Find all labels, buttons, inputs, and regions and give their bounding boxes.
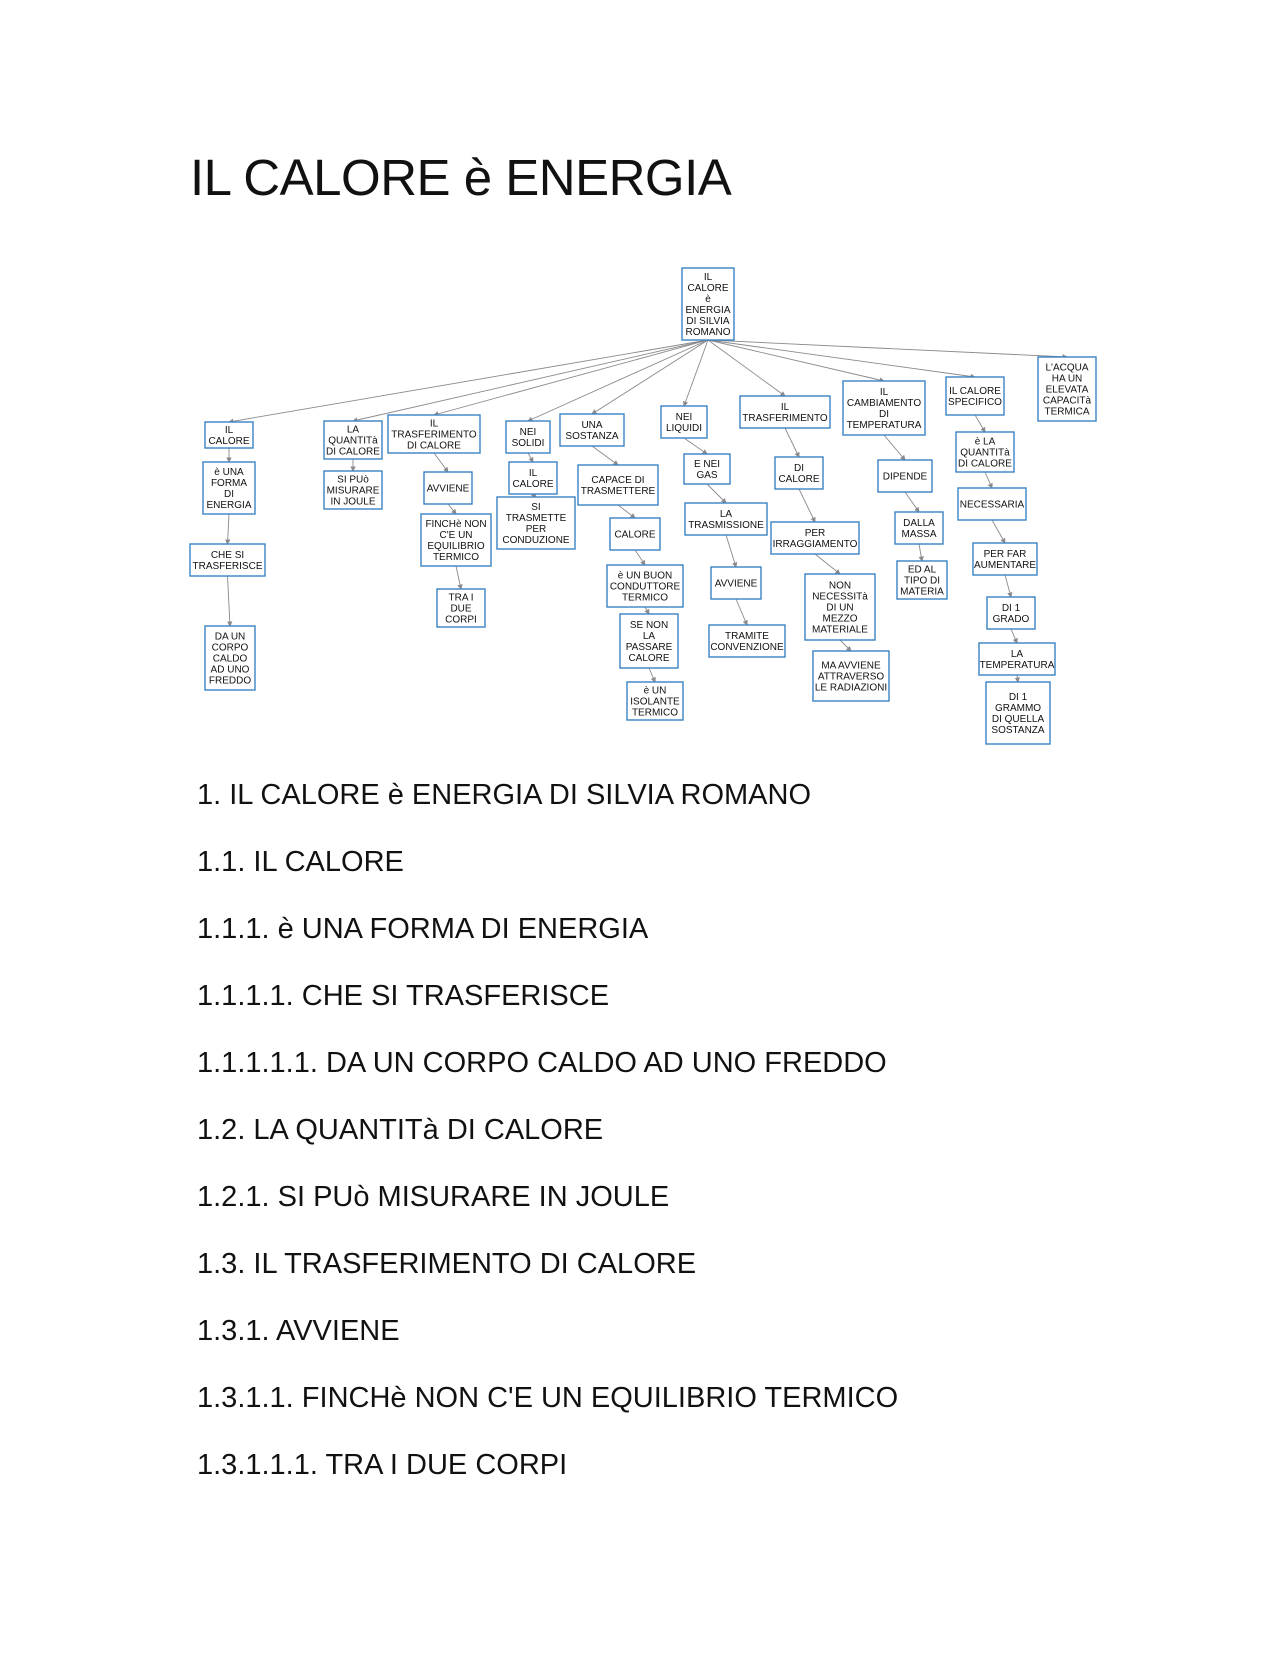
concept-node-label: ISOLANTE (630, 696, 680, 708)
concept-node-cambiamento (843, 381, 925, 435)
concept-node-label: MA AVVIENE (821, 660, 881, 672)
concept-node-label: NECESSARIA (959, 499, 1025, 511)
concept-node-il-calore-2 (509, 462, 557, 494)
concept-node-necessaria (958, 488, 1026, 520)
connector-arrow-calore-3-buon-conduttore (635, 550, 645, 565)
concept-node-label: MASSA (901, 529, 937, 540)
connector-arrow-root-trasferimento-calore (434, 340, 708, 415)
concept-node-che-si-trasferisce (190, 544, 265, 576)
concept-map (0, 0, 1280, 760)
concept-node-label: MATERIALE (812, 624, 868, 636)
concept-node-label: DI CALORE (407, 440, 461, 452)
concept-node-label: UNA (581, 420, 603, 431)
connector-arrow-irraggiamento-non-necessita (815, 554, 840, 574)
concept-node-label: IL (429, 418, 439, 430)
connector-arrow-la-temperatura-grammo (1017, 675, 1018, 682)
concept-node-label: LA (642, 631, 656, 642)
concept-node-label: GRAMMO (994, 703, 1042, 714)
connector-arrow-capace-calore-3 (618, 505, 635, 518)
concept-node-quantita-2 (956, 432, 1014, 472)
concept-node-label: TERMICO (631, 707, 679, 719)
connector-arrow-root-quantita (353, 340, 708, 421)
concept-node-label: QUANTITà (960, 447, 1010, 459)
outline-list (197, 778, 898, 1515)
concept-node-finche (421, 514, 491, 566)
concept-node-label: LA (719, 509, 733, 520)
concept-node-nei-gas (684, 454, 730, 484)
concept-node-se-non (620, 614, 678, 668)
concept-node-da-un-corpo (205, 626, 255, 690)
concept-node-label: AVVIENE (714, 578, 758, 590)
outline-item: 1.2. LA QUANTITà DI CALORE (197, 1114, 604, 1146)
concept-node-label: CORPO (211, 642, 249, 654)
concept-node-label: IL (879, 387, 889, 398)
concept-node-label: PASSARE (625, 642, 673, 653)
outline-item: 1. IL CALORE è ENERGIA DI SILVIA ROMANO (197, 779, 812, 811)
concept-node-label: CALORE (614, 529, 656, 541)
concept-node-forma-energia (203, 462, 255, 514)
concept-node-label: DI (879, 409, 889, 420)
concept-node-label: DUE (450, 603, 472, 615)
outline-item: 1.1.1.1.1. DA UN CORPO CALDO AD UNO FREDDO (197, 1047, 887, 1079)
concept-node-label: AVVIENE (426, 483, 470, 495)
concept-node-label: EQUILIBRIO (427, 541, 485, 552)
outline-item: 1.3.1.1.1. TRA I DUE CORPI (197, 1449, 568, 1481)
connector-arrow-per-far-di-1-grado (1005, 575, 1011, 597)
concept-node-isolante (627, 682, 683, 720)
concept-node-label: SI (531, 502, 541, 513)
connector-arrow-root-nei-liquidi (684, 340, 708, 406)
connector-arrow-root-il-calore (229, 340, 708, 422)
connector-arrow-quantita-2-necessaria (985, 472, 992, 488)
concept-node-label: PER (525, 524, 547, 535)
concept-node-label: IL (528, 468, 538, 479)
concept-node-dalla-massa (895, 512, 943, 544)
concept-node-label: CALORE (778, 474, 820, 485)
concept-node-buon-conduttore (607, 565, 683, 607)
concept-node-label: NEI (519, 427, 537, 438)
concept-node-label: LA (1010, 649, 1024, 660)
connector-arrow-root-sostanza (592, 340, 708, 414)
concept-node-label: NEI (675, 412, 693, 423)
concept-node-label: SOSTANZA (991, 725, 1045, 736)
concept-node-label: TEMPERATURA (979, 660, 1055, 671)
concept-node-di-calore (775, 457, 823, 489)
connector-arrow-nei-liquidi-nei-gas (684, 438, 707, 454)
concept-node-label: TEMPERATURA (846, 420, 922, 431)
concept-node-joule (324, 471, 382, 509)
concept-node-label: SPECIFICO (948, 397, 1002, 408)
connector-arrow-buon-conduttore-se-non (645, 607, 649, 614)
connector-arrow-avviene-1-finche (448, 504, 456, 514)
concept-node-label: QUANTITà (328, 435, 378, 447)
concept-node-di-1-grado (987, 597, 1035, 629)
connector-arrow-trasmissione-avviene-2 (726, 535, 736, 567)
concept-node-label: è UNA (214, 467, 244, 478)
concept-node-label: SOSTANZA (565, 431, 619, 442)
concept-node-tipo-materia (897, 561, 947, 599)
page-title: IL CALORE è ENERGIA (190, 149, 732, 206)
concept-node-label: DI QUELLA (991, 714, 1045, 725)
concept-node-non-necessita (805, 574, 875, 640)
connector-arrow-finche-tra-i-due (456, 566, 461, 589)
concept-node-label: TRASFERISCE (192, 561, 263, 572)
concept-node-label: MEZZO (822, 613, 858, 625)
concept-node-label: DA UN (214, 631, 246, 643)
concept-node-acqua (1038, 357, 1096, 421)
concept-node-label: CONDUZIONE (502, 535, 570, 546)
connector-arrow-avviene-2-convenzione (736, 599, 747, 625)
concept-node-label: DI (794, 463, 804, 474)
connector-arrow-di-1-grado-la-temperatura (1011, 629, 1017, 643)
concept-node-grammo (986, 682, 1050, 744)
connector-arrow-root-acqua (708, 340, 1067, 357)
connector-arrow-nei-solidi-il-calore-2 (528, 453, 533, 462)
concept-node-label: TRAMITE (725, 631, 769, 642)
concept-node-label: DI (224, 489, 234, 500)
concept-node-label: LE RADIAZIONI (814, 682, 888, 694)
concept-node-label: FINCHè NON (425, 519, 487, 530)
concept-node-label: AD UNO (210, 664, 250, 676)
concept-node-label: CALORE (208, 436, 250, 447)
concept-node-trasferimento-calore (388, 415, 480, 453)
connector-arrow-di-calore-irraggiamento (799, 489, 815, 522)
outline-item: 1.1. IL CALORE (197, 846, 404, 878)
concept-node-label: IL CALORE (949, 386, 1001, 397)
concept-node-label: TRA I (448, 592, 474, 604)
concept-node-label: CONDUTTORE (609, 581, 681, 593)
concept-node-label: FREDDO (208, 675, 252, 687)
concept-node-label: ED AL (907, 564, 937, 576)
concept-node-label: TRASFERIMENTO (742, 413, 828, 424)
concept-node-label: PER (804, 528, 826, 539)
concept-node-label: TRASMETTE (505, 513, 567, 524)
concept-node-label: L'ACQUA (1045, 362, 1089, 374)
concept-node-nei-solidi (506, 421, 550, 453)
concept-node-label: IRRAGGIAMENTO (772, 539, 858, 550)
concept-node-quantita (324, 421, 382, 459)
outline-item: 1.3. IL TRASFERIMENTO DI CALORE (197, 1248, 697, 1280)
concept-node-irraggiamento (771, 522, 859, 554)
concept-node-label: IN JOULE (330, 496, 376, 508)
concept-node-label: TERMICO (621, 592, 669, 604)
concept-node-label: DI SILVIA (686, 316, 730, 327)
connector-arrow-sostanza-capace (592, 446, 618, 465)
concept-node-label: TRASFERIMENTO (391, 429, 477, 441)
concept-node-label: TERMICA (1044, 406, 1090, 418)
concept-node-tra-i-due (437, 589, 485, 627)
concept-node-avviene-1 (424, 472, 472, 504)
concept-node-convenzione (709, 625, 785, 657)
concept-node-label: SOLIDI (511, 438, 545, 449)
connector-arrow-il-trasferimento-di-calore (785, 428, 799, 457)
concept-node-root (682, 268, 734, 340)
concept-node-label: DI 1 (1001, 603, 1021, 614)
concept-node-label: MISURARE (326, 485, 380, 497)
outline-item: 1.3.1.1. FINCHè NON C'E UN EQUILIBRIO TERMICO (197, 1382, 899, 1414)
concept-node-label: NECESSITà (812, 591, 868, 603)
concept-node-label: DALLA (903, 518, 935, 529)
concept-node-label: CALORE (512, 479, 554, 490)
concept-node-label: PER FAR (983, 549, 1027, 560)
concept-node-label: GRADO (992, 614, 1030, 625)
concept-node-calore-3 (610, 518, 660, 550)
concept-node-label: ROMANO (685, 327, 731, 338)
concept-node-label: è (705, 294, 711, 305)
concept-node-label: è UN (643, 685, 667, 697)
connector-arrow-non-necessita-radiazioni (840, 640, 851, 651)
concept-node-label: IL (224, 425, 234, 436)
concept-node-la-temperatura (979, 643, 1055, 675)
connector-arrow-calore-specifico-quantita-2 (975, 415, 985, 432)
connector-arrow-dalla-massa-tipo-materia (919, 544, 922, 561)
concept-node-label: HA UN (1051, 373, 1083, 385)
connector-arrow-root-il-trasferimento (708, 340, 785, 396)
concept-node-label: CAPACE DI (591, 475, 645, 486)
concept-node-label: SI PUò (337, 474, 369, 486)
concept-node-label: ENERGIA (206, 500, 252, 511)
concept-node-label: NON (828, 580, 852, 592)
concept-node-label: TRASMETTERE (580, 486, 656, 497)
concept-node-calore-specifico (946, 377, 1004, 415)
concept-node-sostanza (560, 414, 624, 446)
concept-node-label: CALDO (212, 653, 248, 665)
concept-node-label: TIPO DI (903, 575, 941, 587)
concept-node-trasmissione (685, 503, 767, 535)
concept-node-label: CAMBIAMENTO (846, 398, 922, 409)
concept-node-label: CALORE (628, 653, 670, 664)
outline-item: 1.2.1. SI PUò MISURARE IN JOULE (197, 1181, 670, 1213)
outline-item: 1.3.1. AVVIENE (197, 1315, 400, 1347)
concept-node-label: TRASMISSIONE (688, 520, 764, 531)
concept-node-avviene-2 (711, 567, 761, 599)
concept-node-label: LIQUIDI (665, 423, 703, 434)
concept-node-conduzione (497, 497, 575, 549)
concept-node-label: FORMA (210, 478, 248, 489)
concept-node-label: DI CALORE (958, 458, 1012, 470)
connector-arrow-cambiamento-dipende (884, 435, 905, 460)
concept-node-label: SE NON (629, 620, 669, 631)
concept-node-label: DIPENDE (882, 471, 928, 483)
concept-node-label: CAPACITà (1042, 395, 1092, 407)
concept-node-nei-liquidi (661, 406, 707, 438)
connector-arrow-trasferimento-calore-avviene-1 (434, 453, 448, 472)
concept-node-label: CORPI (445, 614, 477, 626)
concept-node-label: AUMENTARE (973, 560, 1037, 571)
concept-node-label: C'E UN (439, 530, 473, 541)
concept-node-label: MATERIA (900, 586, 944, 598)
concept-node-per-far (973, 543, 1037, 575)
connector-arrow-che-si-trasferisce-da-un-corpo (228, 576, 231, 626)
concept-node-label: CHE SI (210, 550, 245, 561)
connector-arrow-se-non-isolante (649, 668, 655, 682)
concept-node-label: GAS (696, 470, 718, 481)
connector-arrow-nei-gas-trasmissione (707, 484, 726, 503)
concept-node-label: TERMICO (432, 552, 480, 563)
concept-node-label: DI 1 (1008, 692, 1028, 703)
connector-arrow-dipende-dalla-massa (905, 492, 919, 512)
concept-node-label: IL (703, 272, 713, 283)
concept-node-label: IL (780, 402, 790, 413)
concept-node-label: DI CALORE (326, 446, 380, 458)
concept-node-label: E NEI (693, 459, 721, 470)
concept-node-label: DI UN (826, 602, 854, 614)
concept-node-label: è UN BUON (617, 570, 673, 582)
concept-node-label: CALORE (687, 283, 729, 294)
concept-node-dipende (878, 460, 932, 492)
concept-node-il-calore (205, 422, 253, 448)
concept-node-label: ATTRAVERSO (817, 671, 885, 683)
concept-node-label: è LA (974, 436, 996, 448)
connector-arrow-necessaria-per-far (992, 520, 1005, 543)
outline-item: 1.1.1.1. CHE SI TRASFERISCE (197, 980, 610, 1012)
concept-node-label: CONVENZIONE (710, 642, 784, 653)
concept-node-label: ELEVATA (1045, 384, 1089, 396)
concept-node-label: ENERGIA (685, 305, 731, 316)
outline-item: 1.1.1. è UNA FORMA DI ENERGIA (197, 913, 649, 945)
concept-node-capace (578, 465, 658, 505)
concept-node-radiazioni (813, 651, 889, 701)
concept-node-label: LA (346, 424, 360, 436)
concept-node-il-trasferimento (740, 396, 830, 428)
connector-arrow-forma-energia-che-si-trasferisce (228, 514, 230, 544)
